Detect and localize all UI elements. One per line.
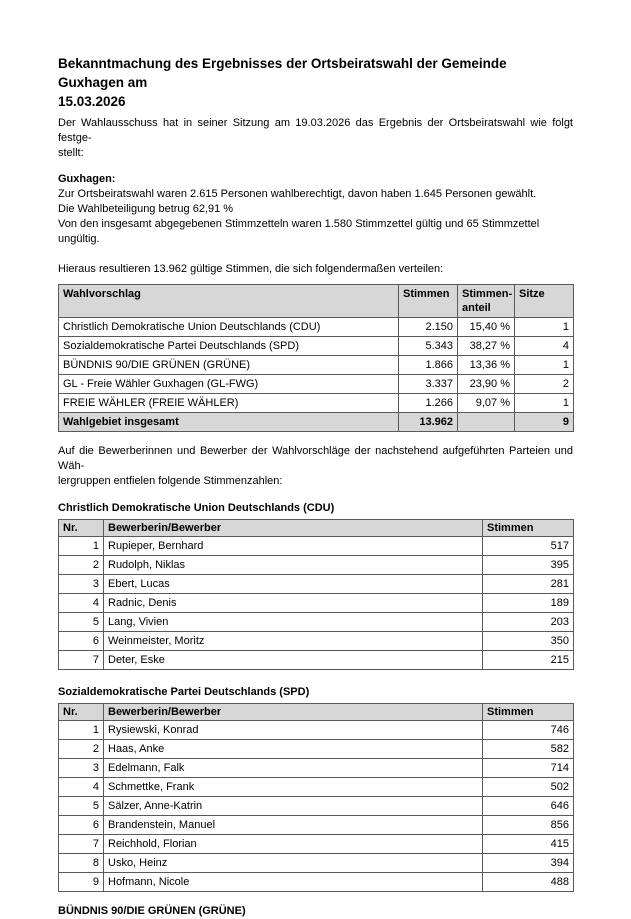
table-cell: 2 [59, 556, 104, 575]
column-header-stimmen: Stimmen [399, 285, 458, 318]
district-heading: Guxhagen: [58, 173, 116, 185]
table-cell: 9,07 % [458, 394, 515, 413]
table-row [59, 632, 574, 651]
page-title [58, 54, 573, 111]
table-cell: 3 [59, 759, 104, 778]
table-cell: 517 [483, 537, 574, 556]
table-cell: 646 [483, 797, 574, 816]
table-cell: 215 [483, 651, 574, 670]
section-heading-cdu: Christlich Demokratische Union Deutschlands (CDU) [58, 502, 335, 514]
table-cell: 1.866 [399, 356, 458, 375]
spd-table-header-row [59, 704, 574, 721]
cdu-candidates-table [58, 519, 574, 670]
page-title-line: Bekanntmachung des Ergebnisses der Ortsbeiratswahl der Gemeinde Guxhagen am [58, 56, 507, 90]
intro-line: Der Wahlausschuss hat in seiner Sitzung am 19.03.2026 das Ergebnis der Ortsbeiratswahl wie folgt festge- [58, 117, 573, 144]
table-cell: 281 [483, 575, 574, 594]
table-cell: 714 [483, 759, 574, 778]
table-cell: 395 [483, 556, 574, 575]
column-header-nr: Nr. [59, 704, 104, 721]
table-cell: 189 [483, 594, 574, 613]
table-cell: Rudolph, Niklas [104, 556, 483, 575]
table-row [59, 816, 574, 835]
table-cell: FREIE WÄHLER (FREIE WÄHLER) [59, 394, 399, 413]
page-title-line: 15.03.2026 [58, 94, 126, 109]
table-cell: Haas, Anke [104, 740, 483, 759]
table-row [59, 873, 574, 892]
table-row [59, 721, 574, 740]
intro-paragraph [58, 116, 573, 161]
column-header-stimmen: Stimmen [483, 520, 574, 537]
table-row [59, 594, 574, 613]
table-cell: Hofmann, Nicole [104, 873, 483, 892]
table-cell: 3.337 [399, 375, 458, 394]
table-cell: 2 [59, 740, 104, 759]
table-cell: 4 [59, 594, 104, 613]
table-row [59, 394, 574, 413]
total-votes-cell: 13.962 [399, 413, 458, 432]
table-cell: Schmettke, Frank [104, 778, 483, 797]
table-cell: 856 [483, 816, 574, 835]
total-label-cell: Wahlgebiet insgesamt [59, 413, 399, 432]
table-cell: 394 [483, 854, 574, 873]
table-cell: Reichhold, Florian [104, 835, 483, 854]
table-cell: 7 [59, 651, 104, 670]
table-cell: 582 [483, 740, 574, 759]
table-cell: 2 [515, 375, 574, 394]
column-header-wahlvorschlag: Wahlvorschlag [59, 285, 399, 318]
section-heading-gruene: BÜNDNIS 90/DIE GRÜNEN (GRÜNE) [58, 905, 246, 917]
table-cell: 1 [59, 721, 104, 740]
table-cell: Edelmann, Falk [104, 759, 483, 778]
district-block [58, 172, 573, 247]
intro-line: stellt: [58, 147, 84, 159]
table-row [59, 797, 574, 816]
table-cell: BÜNDNIS 90/DIE GRÜNEN (GRÜNE) [59, 356, 399, 375]
spd-candidates-table [58, 703, 574, 892]
summary-total-row [59, 413, 574, 432]
district-stats-line: Die Wahlbeteiligung betrug 62,91 % [58, 203, 234, 215]
table-cell: 3 [59, 575, 104, 594]
total-seats-cell: 9 [515, 413, 574, 432]
candidates-intro-line: Auf die Bewerberinnen und Bewerber der Wahlvorschläge der nachstehend aufgeführten Parteien und Wäh- [58, 445, 573, 472]
table-cell: Ebert, Lucas [104, 575, 483, 594]
table-row [59, 318, 574, 337]
table-cell: 1 [515, 356, 574, 375]
table-cell: 6 [59, 816, 104, 835]
table-cell: 488 [483, 873, 574, 892]
district-stats-line: Zur Ortsbeiratswahl waren 2.615 Personen wahlberechtigt, davon haben 1.645 Personen gewählt. [58, 188, 537, 200]
table-cell: 8 [59, 854, 104, 873]
table-cell: 23,90 % [458, 375, 515, 394]
table-cell: 13,36 % [458, 356, 515, 375]
table-cell: 5 [59, 797, 104, 816]
table-row [59, 854, 574, 873]
table-cell: 746 [483, 721, 574, 740]
summary-table [58, 284, 574, 432]
table-row [59, 356, 574, 375]
table-cell: 38,27 % [458, 337, 515, 356]
candidates-intro [58, 444, 573, 489]
results-intro: Hieraus resultieren 13.962 gültige Stimmen, die sich folgendermaßen verteilen: [58, 263, 444, 275]
table-row [59, 556, 574, 575]
table-cell: 502 [483, 778, 574, 797]
table-cell: 203 [483, 613, 574, 632]
column-header-bewerber: Bewerberin/Bewerber [104, 520, 483, 537]
table-row [59, 575, 574, 594]
table-cell: Sälzer, Anne-Katrin [104, 797, 483, 816]
table-cell: 6 [59, 632, 104, 651]
table-row [59, 740, 574, 759]
table-cell: Rupieper, Bernhard [104, 537, 483, 556]
table-cell: Weinmeister, Moritz [104, 632, 483, 651]
table-cell: 15,40 % [458, 318, 515, 337]
table-row [59, 835, 574, 854]
column-header-stimmen: Stimmen [483, 704, 574, 721]
table-cell: Rysiewski, Konrad [104, 721, 483, 740]
table-cell: Brandenstein, Manuel [104, 816, 483, 835]
table-row [59, 759, 574, 778]
cdu-table-header-row [59, 520, 574, 537]
table-cell: 2.150 [399, 318, 458, 337]
table-row [59, 337, 574, 356]
table-cell: 5.343 [399, 337, 458, 356]
column-header-stimmenanteil: Stimmen-anteil [458, 285, 515, 318]
table-cell: Lang, Vivien [104, 613, 483, 632]
table-cell: 1 [515, 318, 574, 337]
candidates-intro-line: lergruppen entfielen folgende Stimmenzahlen: [58, 475, 283, 487]
table-cell: 7 [59, 835, 104, 854]
table-row [59, 375, 574, 394]
table-cell: Deter, Eske [104, 651, 483, 670]
table-cell: 350 [483, 632, 574, 651]
table-cell: 1 [515, 394, 574, 413]
table-cell: 1 [59, 537, 104, 556]
table-cell: GL - Freie Wähler Guxhagen (GL-FWG) [59, 375, 399, 394]
table-row [59, 778, 574, 797]
table-cell: 4 [515, 337, 574, 356]
table-row [59, 651, 574, 670]
table-cell: Christlich Demokratische Union Deutschlands (CDU) [59, 318, 399, 337]
table-cell: 9 [59, 873, 104, 892]
table-cell: Usko, Heinz [104, 854, 483, 873]
table-row [59, 613, 574, 632]
table-cell: Sozialdemokratische Partei Deutschlands (SPD) [59, 337, 399, 356]
section-heading-spd: Sozialdemokratische Partei Deutschlands (SPD) [58, 686, 310, 698]
table-cell: 1.266 [399, 394, 458, 413]
table-cell: 5 [59, 613, 104, 632]
table-cell: 415 [483, 835, 574, 854]
column-header-sitze: Sitze [515, 285, 574, 318]
table-cell: Radnic, Denis [104, 594, 483, 613]
column-header-nr: Nr. [59, 520, 104, 537]
total-share-cell [458, 413, 515, 432]
table-cell: 4 [59, 778, 104, 797]
table-row [59, 537, 574, 556]
summary-table-header-row [59, 285, 574, 318]
column-header-bewerber: Bewerberin/Bewerber [104, 704, 483, 721]
district-stats-line: Von den insgesamt abgegebenen Stimmzetteln waren 1.580 Stimmzettel gültig und 65 Stimmzettel ungültig. [58, 218, 540, 245]
